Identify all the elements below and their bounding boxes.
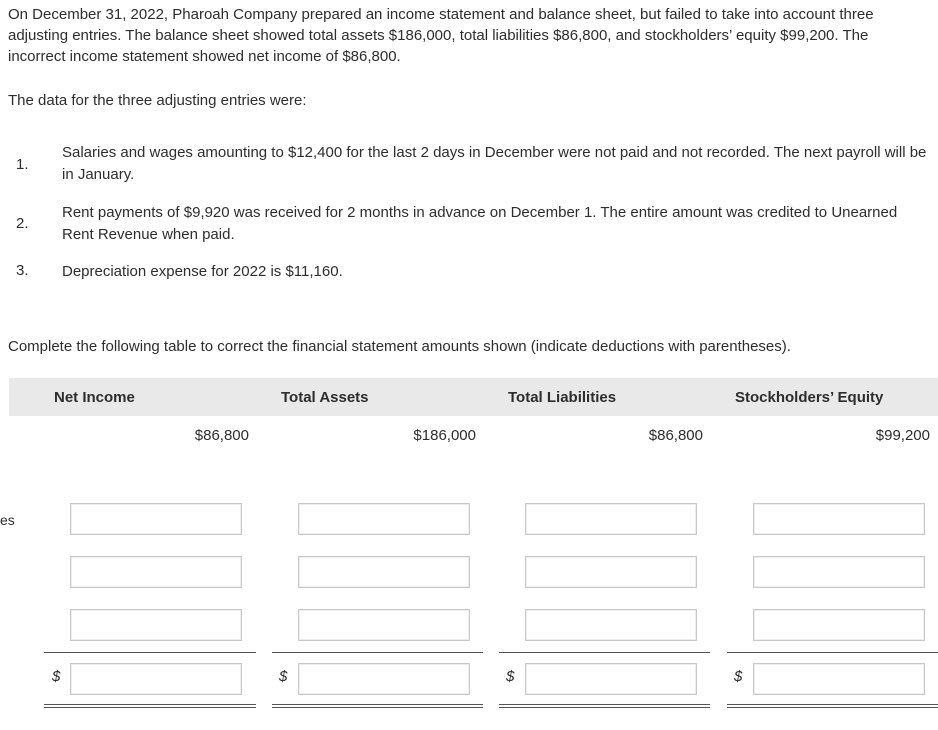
total-liabilities-adjustment-2-input[interactable] (525, 556, 697, 588)
total-assets-adjustment-3-input[interactable] (298, 609, 470, 641)
total-double-rule (44, 704, 256, 708)
net-income-adjustment-3-input[interactable] (70, 609, 242, 641)
stockholders-equity-corrected-input[interactable] (753, 663, 925, 695)
net-income-adjustment-2-input[interactable] (70, 556, 242, 588)
subtotal-rule (499, 652, 710, 653)
entry-number: 3. (16, 262, 29, 279)
subtotal-rule (727, 652, 938, 653)
row-label-cutoff: es (0, 512, 15, 528)
header-total-assets: Total Assets (281, 389, 369, 406)
stockholders-equity-adjustment-1-input[interactable] (753, 503, 925, 535)
total-assets-incorrect-amount: $186,000 (413, 427, 476, 444)
total-liabilities-corrected-input[interactable] (525, 663, 697, 695)
dollar-sign: $ (506, 668, 515, 685)
dollar-sign: $ (52, 668, 61, 685)
total-liabilities-adjustment-3-input[interactable] (525, 609, 697, 641)
total-assets-adjustment-2-input[interactable] (298, 556, 470, 588)
stockholders-equity-incorrect-amount: $99,200 (875, 427, 930, 444)
header-total-liabilities: Total Liabilities (508, 389, 617, 406)
entry-text: Rent payments of $9,920 was received for 2 months in advance on December 1. The entire amount was credited to Unearned Rent Revenue when paid. (62, 204, 898, 243)
subtotal-rule (44, 652, 256, 653)
instruction-text: Complete the following table to correct the financial statement amounts shown (indicate deductions with parentheses). (8, 338, 791, 355)
net-income-incorrect-amount: $86,800 (194, 427, 249, 444)
entry-text: Depreciation expense for 2022 is $11,160. (62, 263, 343, 280)
entry-number: 2. (16, 215, 29, 232)
total-assets-corrected-input[interactable] (298, 663, 470, 695)
problem-intro: On December 31, 2022, Pharoah Company prepared an income statement and balance sheet, but failed to take into account three adjusting entries. The balance sheet showed total assets $186,000, total liabilities $86,800, and stockholders’ equity $99,200. The incorrect income statement showed net income of $86,800. (8, 6, 874, 65)
total-double-rule (727, 704, 938, 708)
entry-number: 1. (16, 156, 29, 173)
stockholders-equity-adjustment-2-input[interactable] (753, 556, 925, 588)
total-double-rule (272, 704, 483, 708)
stockholders-equity-adjustment-3-input[interactable] (753, 609, 925, 641)
total-double-rule (499, 704, 710, 708)
header-stockholders-equity: Stockholders’ Equity (735, 389, 884, 406)
entry-text: Salaries and wages amounting to $12,400 for the last 2 days in December were not paid and not recorded. The next payroll will be in January. (62, 144, 927, 183)
total-liabilities-incorrect-amount: $86,800 (648, 427, 703, 444)
dollar-sign: $ (734, 668, 743, 685)
header-net-income: Net Income (54, 389, 135, 406)
dollar-sign: $ (279, 668, 288, 685)
net-income-adjustment-1-input[interactable] (70, 503, 242, 535)
data-intro: The data for the three adjusting entries were: (8, 92, 307, 109)
total-assets-adjustment-1-input[interactable] (298, 503, 470, 535)
subtotal-rule (272, 652, 483, 653)
net-income-corrected-input[interactable] (70, 663, 242, 695)
total-liabilities-adjustment-1-input[interactable] (525, 503, 697, 535)
